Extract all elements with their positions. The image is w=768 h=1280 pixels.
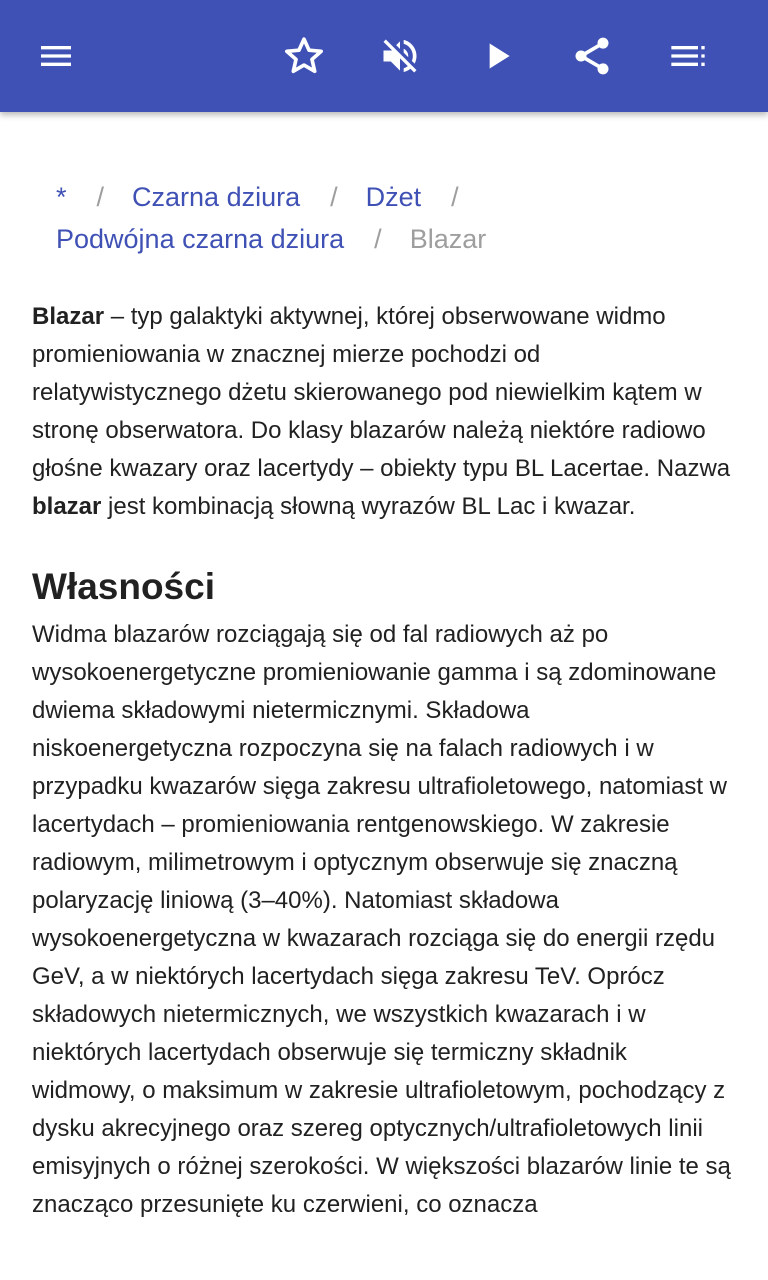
intro-term-lowercase: blazar [32,493,102,520]
app-toolbar [0,0,768,112]
breadcrumb-item-podwojna-czarna-dziura[interactable]: Podwójna czarna dziura [56,224,345,254]
share-button[interactable] [564,28,620,84]
section-paragraph: Widma blazarów rozciągają się od fal radiowych aż po wysokoenergetyczne promieniowanie gamma i są zdominowane dwiema składowymi nietermicznymi. Składowa niskoenergetyczna rozpoczyna się na falach radiowych i w przypadku kwazarów sięga zakresu ultrafioletowego, natomiast w lacertydach – promieniowania rentgenowskiego. W zakresie radiowym, milimetrowym i optycznym obserwuje się znaczną polaryzację liniową (3–40%). Natomiast składowa wysokoenergetyczna w kwazarach rozciąga się do energii rzędu GeV, a w niektórych lacertydach sięga zakresu TeV. Oprócz składowych nietermicznych, we wszystkich kwazarach i w niektórych lacertydach obserwuje się termiczny składnik widmowy, o maksimum w zakresie ultrafioletowym, pochodzący z dysku akrecyjnego oraz szereg optycznych/ultrafioletowych linii emisyjnych o różnej szerokości. W większości blazarów linie te są znacząco przesunięte ku czerwieni, co oznacza [32,621,731,1218]
breadcrumb-separator: / [451,182,459,212]
breadcrumb-separator: / [374,224,382,254]
article-body [32,298,732,1224]
breadcrumb [56,176,736,260]
breadcrumb-item-czarna-dziura[interactable]: Czarna dziura [132,182,301,212]
breadcrumb-separator: / [330,182,338,212]
breadcrumb-current: Blazar [409,224,487,254]
menu-icon [36,36,76,76]
favorite-button[interactable] [276,28,332,84]
breadcrumb-item-dzet[interactable]: Dżet [365,182,422,212]
contents-button[interactable] [660,28,716,84]
volume-off-icon [378,34,422,78]
share-icon [570,34,614,78]
breadcrumb-separator: / [96,182,105,212]
menu-button[interactable] [28,28,84,84]
breadcrumb-item-root[interactable]: * [56,182,67,212]
section-heading-wlasnosci: Własności [32,566,215,607]
intro-text-part-2: jest kombinacją słowną wyrazów BL Lac i kwazar. [101,493,636,520]
play-button[interactable] [470,28,526,84]
article-content [0,112,768,1280]
playlist-icon [668,36,708,76]
intro-term: Blazar [32,303,105,330]
intro-text-part-1: – typ galaktyki aktywnej, której obserwowane widmo promieniowania w znacznej mierze pochodzi od relatywistycznego dżetu skierowanego pod niewielkim kątem w stronę obserwatora. Do klasy blazarów należą niektóre radiowo głośne kwazary oraz lacertydy – obiekty typu BL Lacertae. Nazwa [32,303,731,482]
play-icon [478,36,518,76]
star-outline-icon [282,34,326,78]
mute-button[interactable] [372,28,428,84]
intro-paragraph [32,298,732,526]
